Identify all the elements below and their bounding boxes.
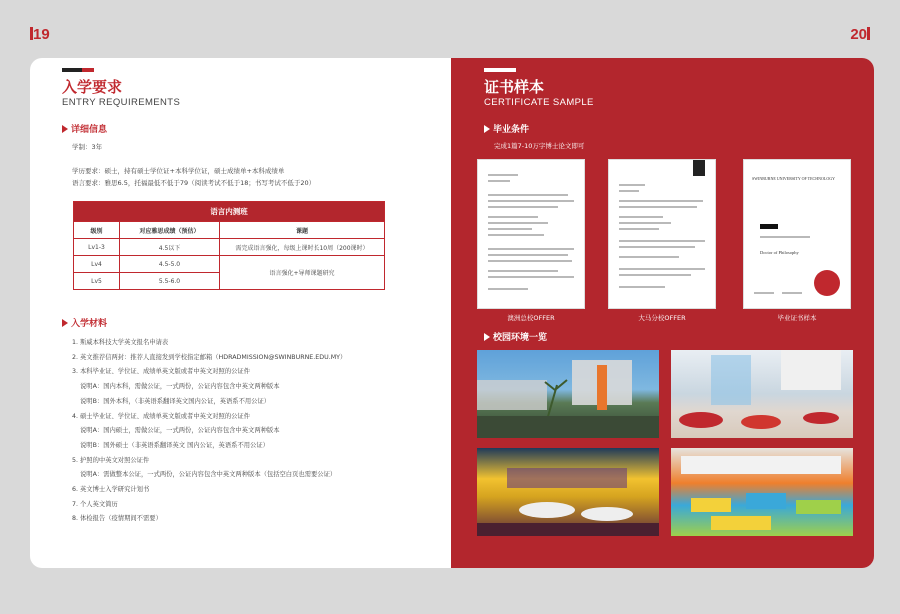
section-heading-graduation	[484, 122, 874, 135]
certificate-item	[608, 159, 716, 322]
table-cell: 语言强化+导师课题研究	[220, 256, 385, 290]
language-course-table	[73, 201, 385, 290]
certificate-item	[743, 159, 851, 322]
table-caption: 语言内测班	[74, 202, 385, 222]
table-cell: Lv4	[74, 256, 120, 273]
list-item: 7. 个人英文简历	[72, 500, 118, 508]
campus-lounge-photo	[671, 448, 853, 536]
section-heading-text: 入学材料	[71, 319, 108, 329]
list-item: 4. 硕士毕业证、学位证、成绩单英文版或者中英文对照的公证件	[72, 412, 251, 420]
triangle-bullet-icon	[484, 125, 490, 133]
graduation-certificate-image	[743, 159, 851, 309]
campus-classroom-photo	[477, 448, 659, 536]
left-page	[30, 58, 451, 568]
page-number-right-text: 20	[850, 26, 867, 43]
page-number-left-text: 19	[33, 26, 50, 43]
list-item: 说明B：国外硕士（非英语系翻译英文 国内公证，英语系不用公证）	[80, 441, 269, 449]
certificate-gallery	[484, 159, 874, 322]
graduation-note: 完成1篇7-10万字博士论文即可	[494, 142, 585, 150]
campus-building-photo	[477, 350, 659, 438]
certificate-caption: 澳洲总校OFFER	[507, 314, 555, 322]
section-heading-details	[62, 122, 451, 135]
table-header: 级别	[74, 222, 120, 239]
triangle-bullet-icon	[62, 125, 68, 133]
table-cell: 需完成语言强化，每级上课时长10周（200课时）	[220, 239, 385, 256]
list-item: 说明A：需做整本公证，一式两份，公证内容包含中英文两种版本（包括空白页也需要公证）	[80, 471, 337, 479]
certificate-degree-text: Doctor of Philosophy	[760, 250, 799, 255]
page-number-left	[30, 26, 50, 43]
page-subtitle: ENTRY REQUIREMENTS	[62, 97, 181, 108]
table-header: 对应雅思成绩（预估）	[120, 222, 220, 239]
offer-letter-image	[477, 159, 585, 309]
list-item: 说明B：国外本科，（非英语系翻译英文国内公证，英语系不用公证）	[80, 397, 271, 405]
table-row	[74, 256, 385, 273]
right-page	[451, 58, 874, 568]
page-title: 证书样本	[484, 78, 545, 96]
certificate-caption: 大马分校OFFER	[638, 314, 686, 322]
page-number-right	[850, 26, 870, 43]
brochure-spread	[30, 58, 874, 568]
certificate-item	[477, 159, 585, 322]
section-heading-campus	[484, 330, 874, 343]
page-subtitle: CERTIFICATE SAMPLE	[484, 97, 594, 108]
language-requirement-text: 语言要求：雅思6.5，托福最低不低于79（阅读考试不低于18；书写考试不低于20）	[72, 179, 316, 187]
list-item: 6. 英文博士入学研究计划书	[72, 486, 150, 494]
page-number-bar	[867, 27, 870, 40]
section-heading-materials	[62, 316, 451, 329]
table-header: 课题	[220, 222, 385, 239]
duration-text: 学制：3年	[72, 143, 103, 151]
materials-list	[62, 336, 451, 527]
table-cell: 4.5以下	[120, 239, 220, 256]
table-cell: 5.5-6.0	[120, 273, 220, 290]
table-cell: Lv1-3	[74, 239, 120, 256]
page-title: 入学要求	[62, 78, 123, 96]
list-item: 1. 斯威本科技大学英文报名申请表	[72, 339, 169, 346]
certificate-caption: 毕业证书样本	[777, 314, 817, 322]
seal-icon	[814, 270, 840, 296]
list-item: 2. 英文推荐信两封：推荐人直接发到学校指定邮箱（HDRADMISSION@SWINBURNE.EDU.MY）	[72, 353, 347, 361]
education-requirement-text: 学历要求：硕士，持有硕士学位证+本科学位证，硕士成绩单+本科成绩单	[72, 167, 285, 175]
list-item: 3. 本科毕业证、学位证、成绩单英文版或者中英文对照的公证件	[72, 368, 251, 376]
table-cell: 4.5-5.0	[120, 256, 220, 273]
table-row	[74, 239, 385, 256]
section-heading-text: 毕业条件	[493, 125, 530, 135]
campus-library-photo	[671, 350, 853, 438]
details-block	[62, 141, 451, 189]
section-heading-text: 校园环境一览	[493, 333, 548, 343]
campus-photo-grid	[477, 350, 874, 536]
list-item: 说明A：国内本科，需做公证，一式两份，公证内容包含中英文两种版本	[80, 383, 280, 391]
list-item: 说明A：国内硕士，需做公证，一式两份，公证内容包含中英文两种版本	[80, 427, 280, 435]
title-accent-bar	[62, 68, 94, 72]
offer-letter-image	[608, 159, 716, 309]
table-cell: Lv5	[74, 273, 120, 290]
list-item: 5. 护照的中英文对照公证件	[72, 456, 150, 464]
section-heading-text: 详细信息	[71, 125, 108, 135]
title-accent-bar	[484, 68, 516, 72]
list-item: 8. 体检报告（疫情期间不需要）	[72, 515, 162, 523]
triangle-bullet-icon	[62, 319, 68, 327]
certificate-university-text: SWINBURNE UNIVERSITY OF TECHNOLOGY	[752, 176, 835, 181]
triangle-bullet-icon	[484, 333, 490, 341]
